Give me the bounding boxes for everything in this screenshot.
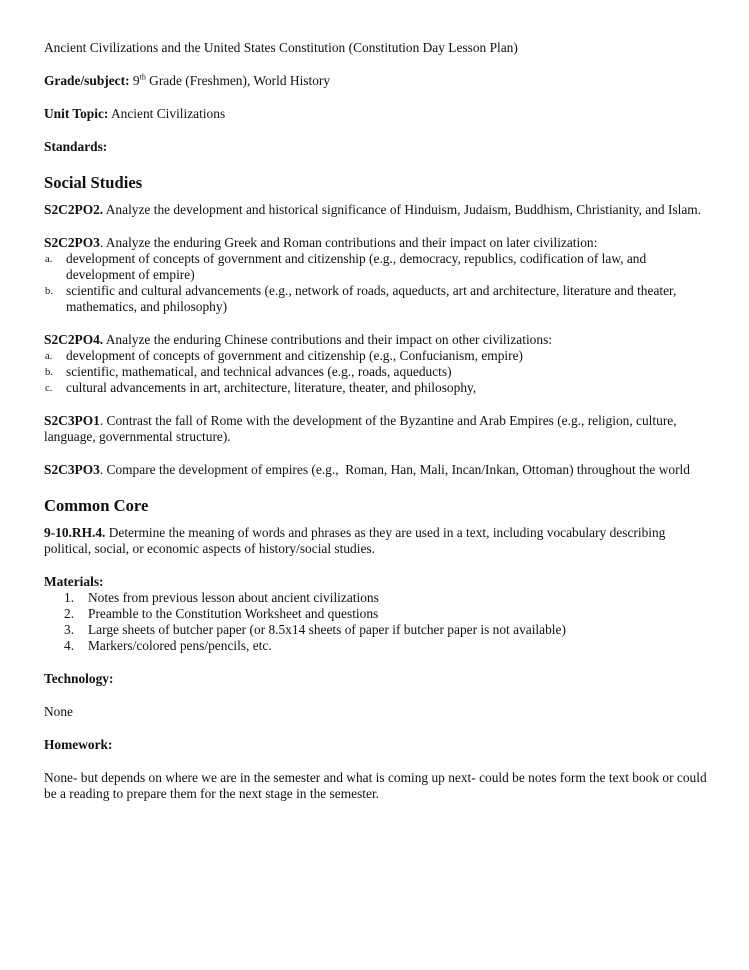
list-marker: 3. xyxy=(64,622,75,637)
list-marker: b. xyxy=(45,286,53,297)
standard-s2c2po3 xyxy=(44,235,710,315)
list-item xyxy=(44,606,710,622)
unit-topic-value: Ancient Civilizations xyxy=(108,106,226,121)
list-item-text: Notes from previous lesson about ancient civilizations xyxy=(88,590,379,605)
list-marker: a. xyxy=(45,254,53,265)
standard-s2c3po3-text xyxy=(44,462,710,478)
standard-s2c3po1-text xyxy=(44,413,710,445)
standard-description: Analyze the enduring Chinese contributions and their impact on other civilizations: xyxy=(103,332,553,347)
grade-subject-label: Grade/subject: xyxy=(44,73,130,88)
homework-value: None- but depends on where we are in the semester and what is coming up next- could be notes form the text book or could be a reading to prepare them for the next stage in the semester. xyxy=(44,770,707,801)
list-item xyxy=(44,590,710,606)
unit-topic-line xyxy=(44,106,710,122)
list-marker: 1. xyxy=(64,590,75,605)
standard-s2c3po1 xyxy=(44,413,710,445)
standard-description: . Contrast the fall of Rome with the development of the Byzantine and Arab Empires (e.g., religion, culture, language, governmental structure). xyxy=(44,413,677,444)
standard-code: 9-10.RH.4. xyxy=(44,525,106,540)
list-item-text: cultural advancements in art, architecture, literature, theater, and philosophy, xyxy=(66,380,477,395)
list-item xyxy=(44,283,710,315)
standard-s2c2po3-text xyxy=(44,235,710,251)
standard-code: S2C3PO3 xyxy=(44,462,100,477)
common-core-text xyxy=(44,525,710,557)
materials-list xyxy=(44,590,710,654)
standard-code: S2C2PO2. xyxy=(44,202,104,217)
unit-topic-label: Unit Topic: xyxy=(44,106,109,121)
list-item-text: Large sheets of butcher paper (or 8.5x14 sheets of paper if butcher paper is not available) xyxy=(88,622,566,637)
list-item xyxy=(44,348,710,364)
list-item-text: scientific and cultural advancements (e.g., network of roads, aqueducts, art and architecture, literature and theater, mathematics, and philosophy) xyxy=(66,283,677,314)
list-item xyxy=(44,638,710,654)
standard-code: S2C2PO3 xyxy=(44,235,100,250)
list-item-text: Markers/colored pens/pencils, etc. xyxy=(88,638,272,653)
grade-subject-value: Grade (Freshmen), World History xyxy=(145,73,331,88)
standard-s2c2po4 xyxy=(44,332,710,396)
list-marker: b. xyxy=(45,367,53,378)
lesson-plan-page xyxy=(44,40,710,802)
standard-s2c2po4-list xyxy=(44,348,710,396)
social-studies-heading: Social Studies xyxy=(44,173,143,192)
list-item xyxy=(44,251,710,283)
document-title: Ancient Civilizations and the United States Constitution (Constitution Day Lesson Plan) xyxy=(44,40,518,55)
list-item-text: development of concepts of government and citizenship (e.g., Confucianism, empire) xyxy=(66,348,524,363)
materials-section xyxy=(44,574,710,654)
standard-description: Analyze the development and historical significance of Hinduism, Judaism, Buddhism, Christianity, and Islam. xyxy=(103,202,702,217)
grade-superscript: th xyxy=(139,72,146,82)
standard-description: . Analyze the enduring Greek and Roman contributions and their impact on later civilization: xyxy=(99,235,598,250)
list-marker: a. xyxy=(45,351,53,362)
technology-value: None xyxy=(44,704,74,719)
standard-code: S2C2PO4. xyxy=(44,332,104,347)
list-marker: 2. xyxy=(64,606,75,621)
list-item-text: development of concepts of government and citizenship (e.g., democracy, republics, codification of law, and development of empire) xyxy=(66,251,647,282)
list-item xyxy=(44,364,710,380)
standard-s2c3po3 xyxy=(44,462,710,478)
standard-s2c2po2 xyxy=(44,202,710,218)
standard-code: S2C3PO1 xyxy=(44,413,100,428)
common-core-standard xyxy=(44,525,710,557)
list-item-text: Preamble to the Constitution Worksheet and questions xyxy=(88,606,379,621)
list-item xyxy=(44,622,710,638)
grade-number: 9 xyxy=(129,73,140,88)
technology-label: Technology: xyxy=(44,671,114,686)
standard-description: . Compare the development of empires (e.g., Roman, Han, Mali, Incan/Inkan, Ottoman) throughout the world xyxy=(99,462,690,477)
standard-s2c2po4-text xyxy=(44,332,710,348)
list-item xyxy=(44,380,710,396)
list-marker: c. xyxy=(45,383,53,394)
materials-label: Materials: xyxy=(44,574,104,589)
standard-description: Determine the meaning of words and phrases as they are used in a text, including vocabulary describing political, social, or economic aspects of history/social studies. xyxy=(44,525,666,556)
list-marker: 4. xyxy=(64,638,75,653)
homework-label: Homework: xyxy=(44,737,113,752)
standard-s2c2po2-text xyxy=(44,202,710,218)
standard-s2c2po3-list xyxy=(44,251,710,315)
standards-label: Standards: xyxy=(44,139,108,154)
common-core-heading: Common Core xyxy=(44,496,149,515)
list-item-text: scientific, mathematical, and technical advances (e.g., roads, aqueducts) xyxy=(66,364,452,379)
grade-subject-line xyxy=(44,73,710,89)
